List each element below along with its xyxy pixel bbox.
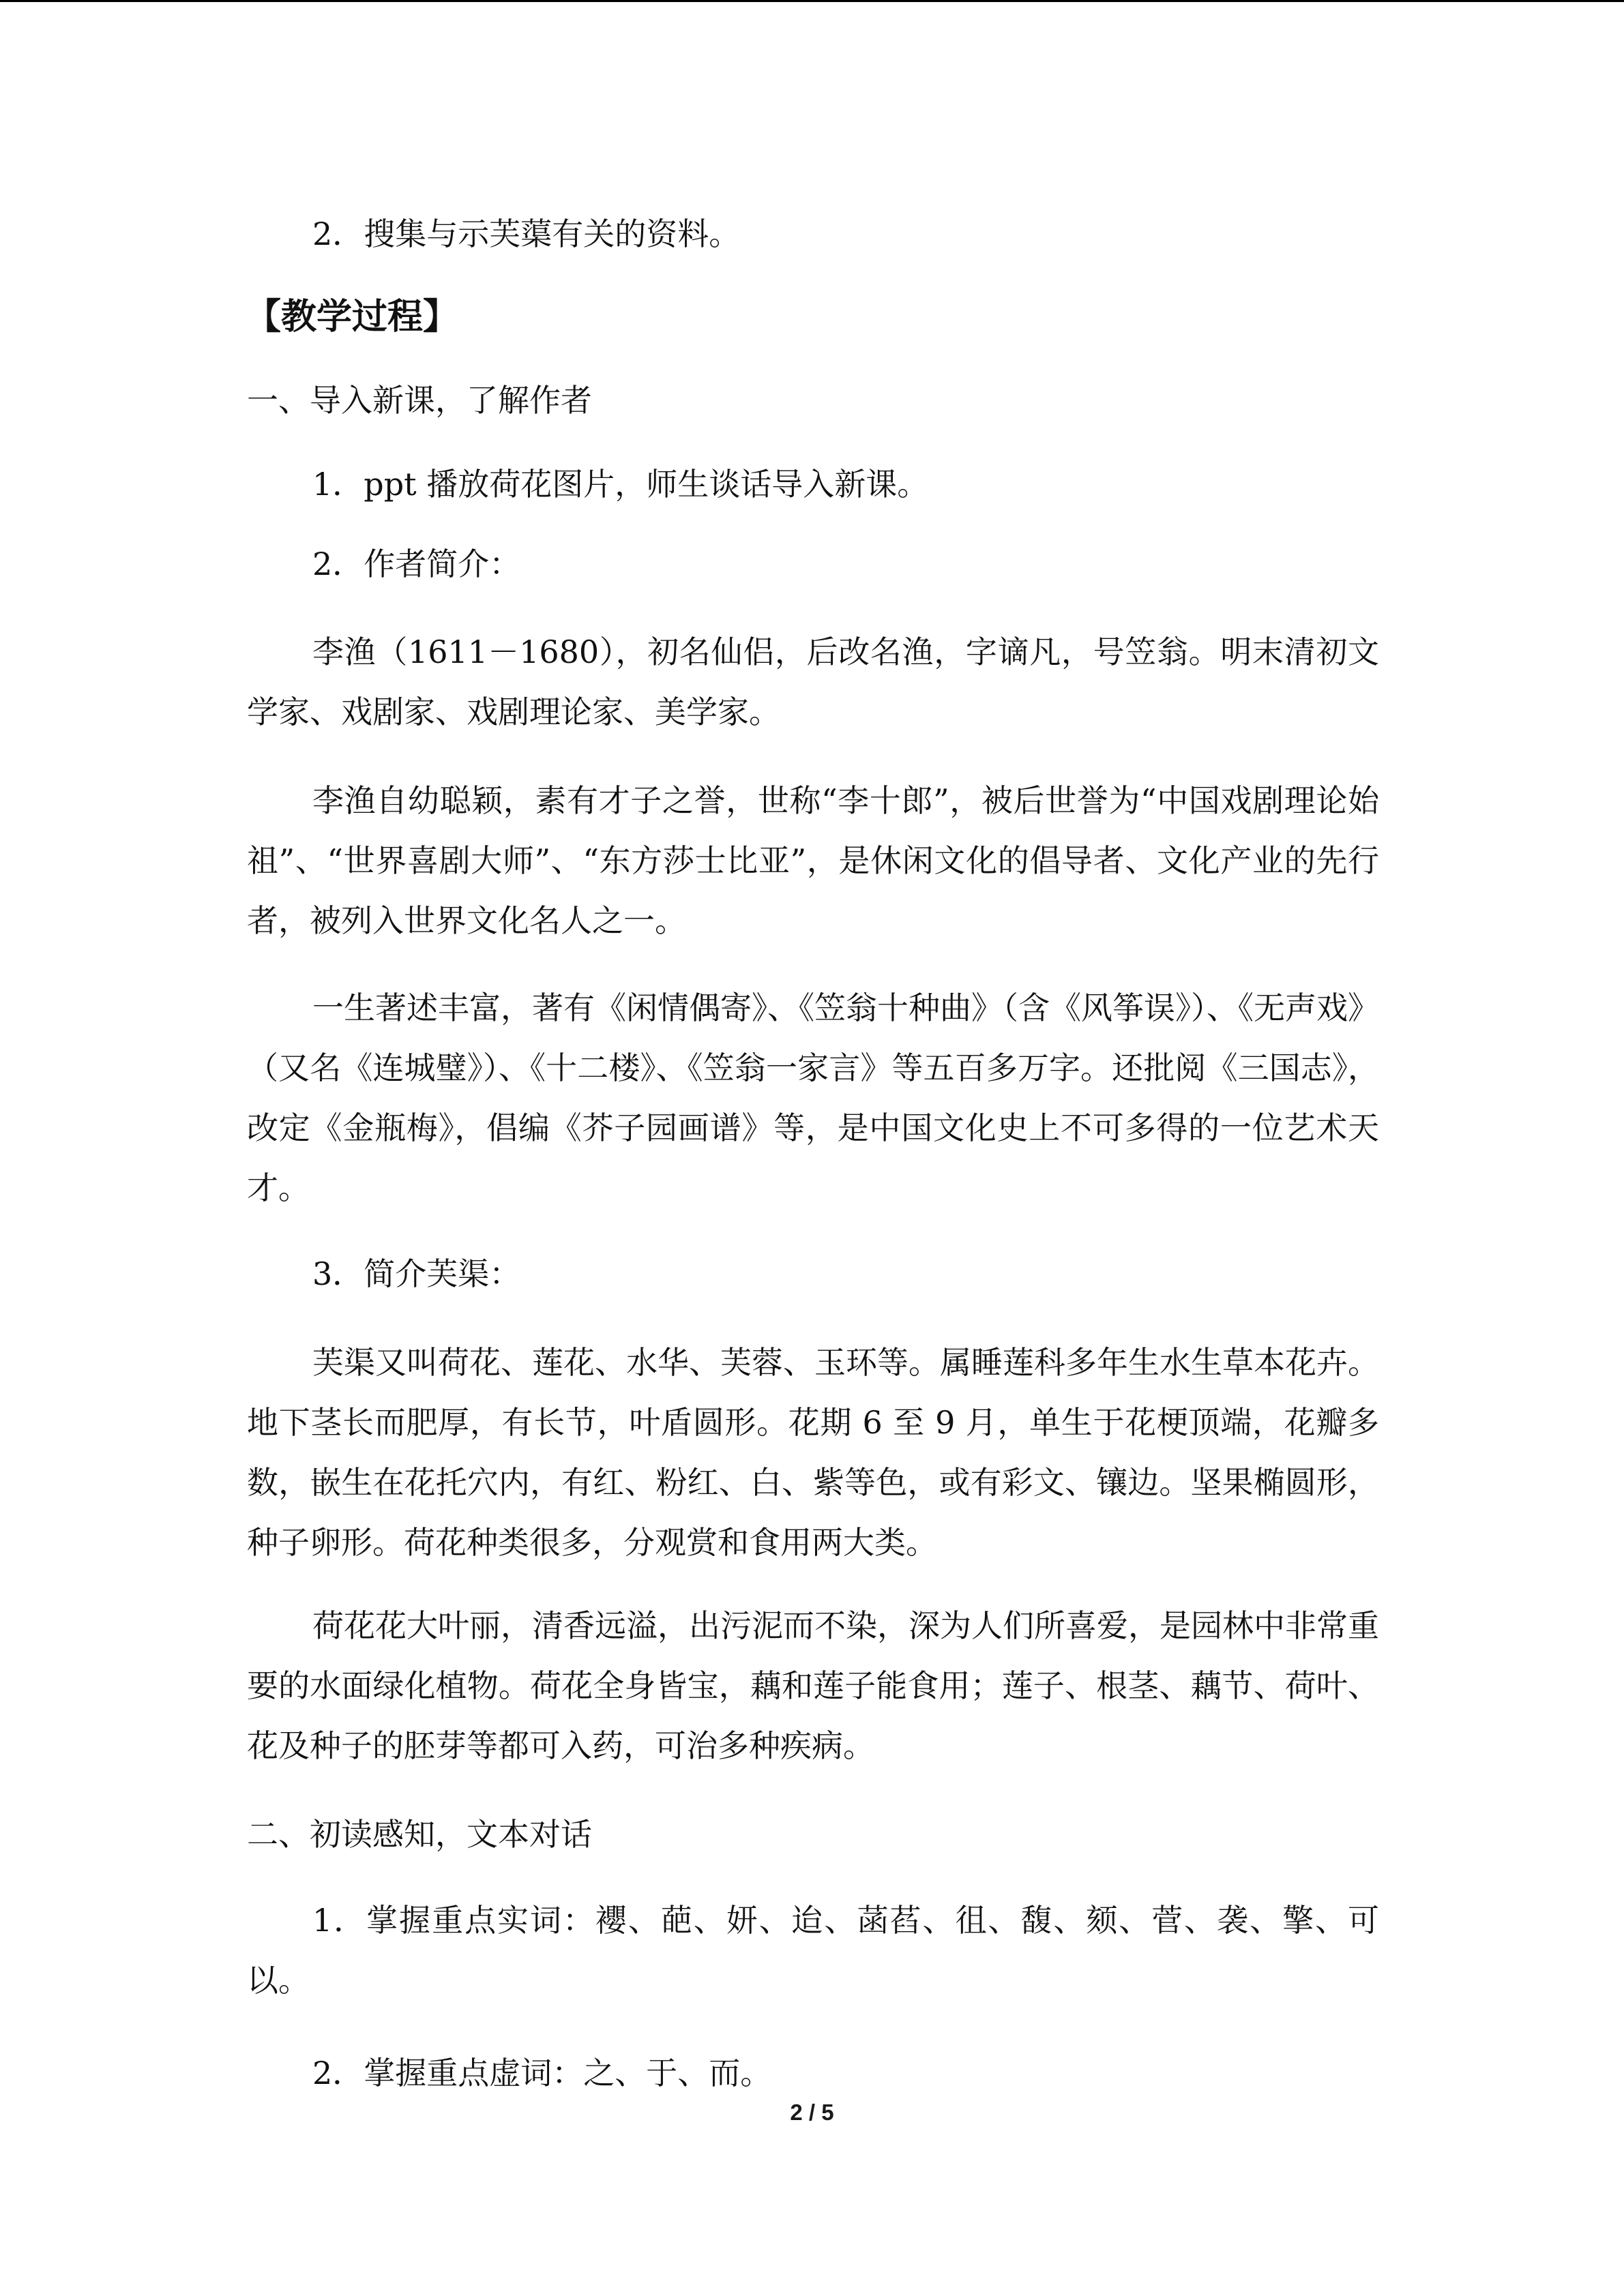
lotus-intro-paragraph-2: 荷花花大叶丽，清香远溢，出污泥而不染，深为人们所喜爱，是园林中非常重要的水面绿化植物。荷花全身皆宝，藕和莲子能食用；莲子、根茎、藕节、荷叶、花及种子的胚芽等都可入药，可治多种疾病。 (247, 1607, 1379, 1764)
author-bio-paragraph-1: 李渔（1611－1680），初名仙侣，后改名渔，字谪凡，号笠翁。明末清初文学家、戏剧家、戏剧理论家、美学家。 (247, 633, 1379, 730)
section-1-item-3: 3．简介芙渠： (312, 1255, 521, 1292)
author-bio-paragraph-2: 李渔自幼聪颖，素有才子之誉，世称“李十郎”，被后世誉为“中国戏剧理论始祖”、“世界喜剧大师”、“东方莎士比亚”，是休闲文化的倡导者、文化产业的先行者，被列入世界文化名人之一。 (247, 782, 1379, 939)
section-1-item-1: 1．ppt 播放荷花图片，师生谈话导入新课。 (312, 466, 929, 503)
process-heading: 【教学过程】 (246, 296, 459, 338)
section-2-item-1: 1．掌握重点实词：䙬、葩、妍、迨、菡萏、徂、馥、颏、菅、袭、擎、可以。 (247, 1902, 1379, 1999)
prep-item-2: 2．搜集与示芙蕖有关的资料。 (312, 215, 741, 252)
section-1-item-2: 2．作者简介： (312, 546, 521, 582)
lotus-intro-paragraph-1: 芙渠又叫荷花、莲花、水华、芙蓉、玉环等。属睡莲科多年生水生草本花卉。地下茎长而肥厚，有长节，叶盾圆形。花期 6 至 9 月，单生于花梗顶端，花瓣多数，嵌生在花托穴内，有红、粉红、白、紫等色，或有彩文、镶边。坚果椭圆形，种子卵形。荷花种类很多，分观赏和食用两大类。 (247, 1344, 1379, 1561)
top-border-line (0, 0, 1624, 2)
section-1-title: 一、导入新课，了解作者 (247, 382, 592, 419)
page-number: 2 / 5 (790, 2100, 834, 2125)
section-2-title: 二、初读感知，文本对话 (247, 1816, 592, 1853)
section-2-item-2: 2．掌握重点虚词：之、于、而。 (312, 2055, 772, 2091)
author-bio-paragraph-3: 一生著述丰富，著有《闲情偶寄》、《笠翁十种曲》（含《风筝误》）、《无声戏》（又名《连城璧》）、《十二楼》、《笠翁一家言》等五百多万字。还批阅《三国志》，改定《金瓶梅》，倡编《芥子园画谱》等，是中国文化史上不可多得的一位艺术天才。 (247, 989, 1379, 1206)
